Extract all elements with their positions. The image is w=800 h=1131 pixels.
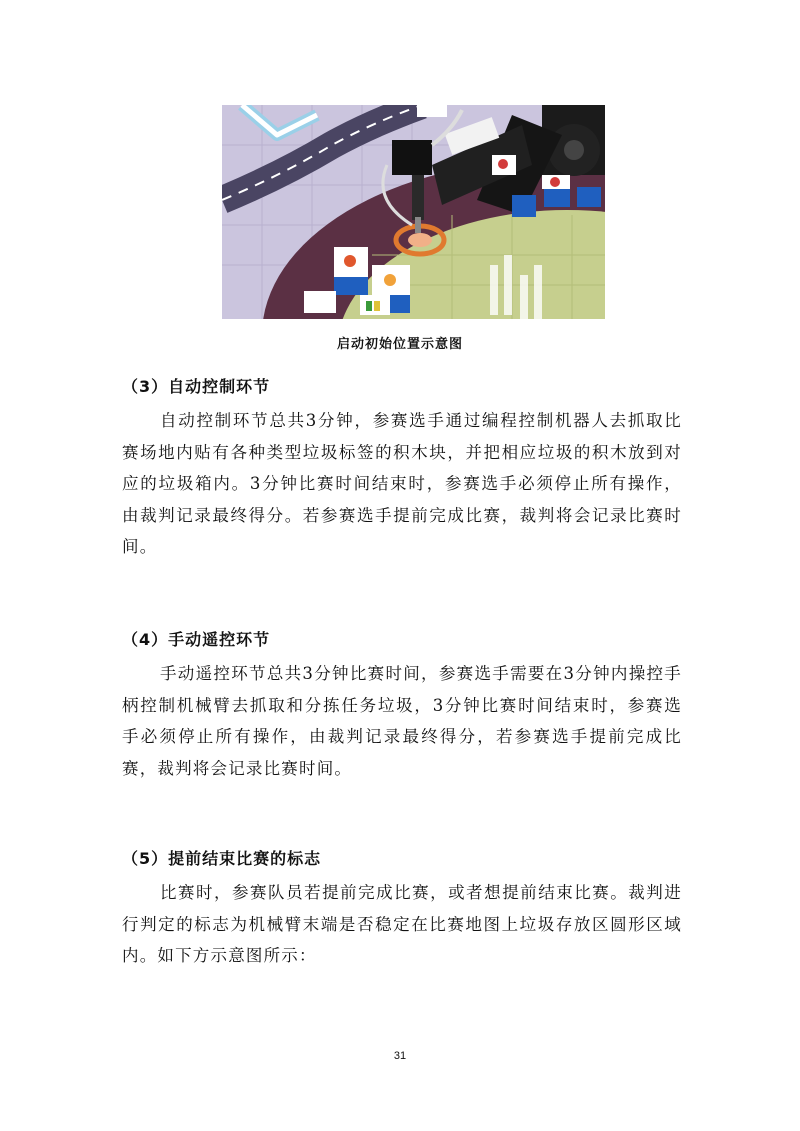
robot-arm-photo [222,105,605,319]
section-paragraph-5: 比赛时，参赛队员若提前完成比赛，或者想提前结束比赛。裁判进行判定的标志为机械臂末端是否稳定在比赛地图上垃圾存放区圆形区域内。如下方示意图所示： [122,883,682,965]
robot-arm-illustration [222,105,605,319]
page-number: 31 [393,1050,407,1062]
section-heading-3: （3）自动控制环节 [122,377,271,396]
figure-caption: 启动初始位置示意图 [336,337,463,352]
section-heading-5: （5）提前结束比赛的标志 [122,849,322,868]
section-paragraph-3: 自动控制环节总共3分钟，参赛选手通过编程控制机器人去抓取比赛场地内贴有各种类型垃圾标签的积木块，并把相应垃圾的积木放到对应的垃圾箱内。3分钟比赛时间结束时，参赛选手必须停止所有操作，由裁判记录最终得分。若参赛选手提前完成比赛，裁判将会记录比赛时间。 [122,411,682,556]
section-heading-4: （4）手动遥控环节 [122,630,271,649]
section-paragraph-4: 手动遥控环节总共3分钟比赛时间，参赛选手需要在3分钟内操控手柄控制机械臂去抓取和分拣任务垃圾，3分钟比赛时间结束时，参赛选手必须停止所有操作，由裁判记录最终得分，若参赛选手提前完成比赛，裁判将会记录比赛时间。 [122,664,682,778]
